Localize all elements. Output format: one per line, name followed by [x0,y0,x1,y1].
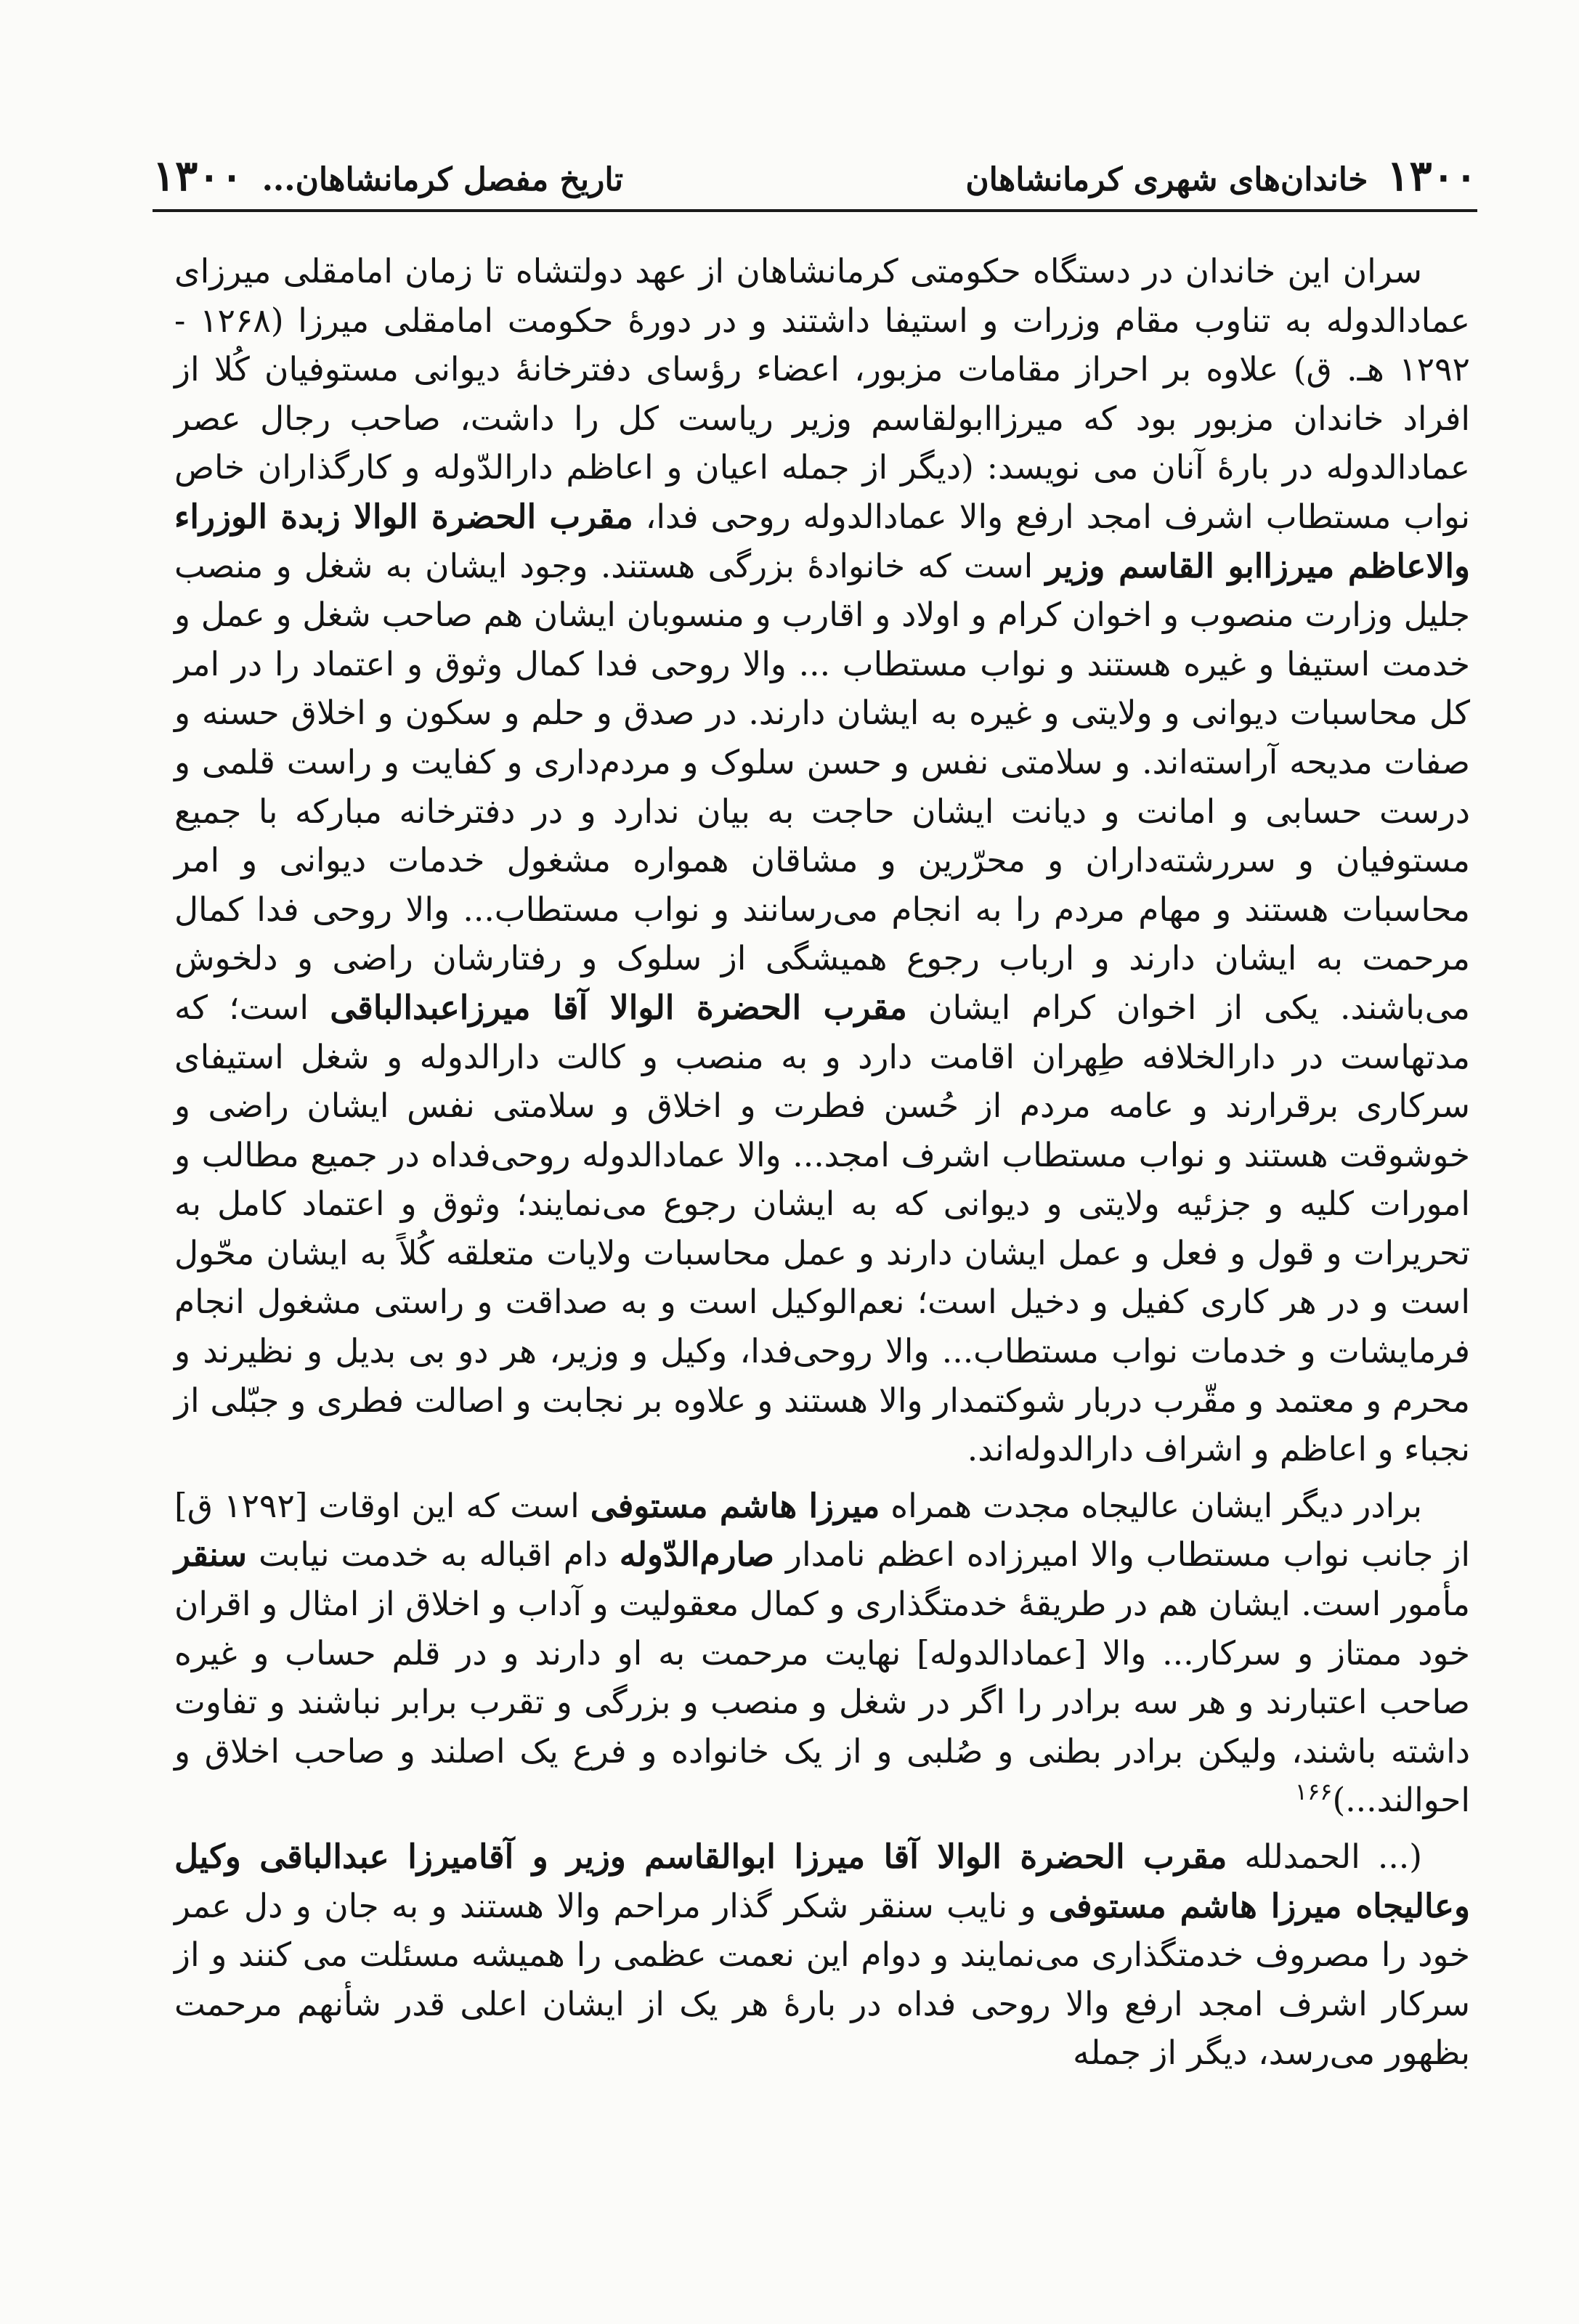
emphasized-text: مقرب الحضرة الوالا آقا میرزا ابوالقاسم وزیر و آقامیرزا عبدالباقی وکیل وعالیجاه میرزا هاشم مستوفی [174,1837,1470,1925]
paragraph [174,1832,1470,2078]
paragraph [174,247,1470,1474]
emphasized-text: میرزا هاشم مستوفی [590,1485,880,1525]
paragraph [174,1482,1470,1825]
footnote-marker: ۱۶۶ [1294,1778,1333,1806]
left-page-number: ۱۳۰۰ [153,151,243,200]
running-header [153,138,1477,212]
header-right [965,151,1477,200]
text-run: است؛ که مدتهاست در دارالخلافه طِهران اقامت دارد و به منصب و کالت دارالدوله و شغل استیفای سرکاری برقرارند و عامه مردم از حُسن فطرت و اخلاق و سلامتی نفس ایشان راضی و خوشوقت هستند و نواب مستطاب اشرف امجد... والا عمادالدوله روحی‌فداه در جمیع مطالب و امورات کلیه و جزئیه ولایتی و دیوانی که به ایشان رجوع می‌نمایند؛ وثوق و اعتماد کامل به تحریرات و قول و فعل و عمل ایشان دارند و عمل محاسبات ولایات متعلقه کُلاً به ایشان محّول است و در هر کاری کفیل و دخیل است؛ نعم‌الوکیل است و به صداقت و راستی مشغول انجام فرمایشات و خدمات نواب مستطاب... والا روحی‌فدا، وکیل و وزیر، هر دو بی بدیل و نظیرند و محرم و معتمد و مقّرب دربار شوکتمدار والا هستند و علاوه بر نجابت و اصالت فطری و جبّلی از نجباء و اعاظم و اشراف دارالدوله‌اند. [174,988,1470,1469]
emphasized-text: سنقر [174,1535,247,1575]
text-run: (... الحمدلله [1227,1837,1422,1876]
text-run: است که این اوقات [۱۲۹۲ ق] از جانب نواب مستطاب والا امیرزاده اعظم نامدار [174,1486,1470,1575]
text-run: است که خانوادهٔ بزرگی هستند. وجود ایشان به شغل و منصب جلیل وزارت منصوب و اخوان کرام و اولاد و اقارب و منسوبان ایشان هم صاحب شغل و عمل و خدمت استیفا و غیره هستند و نواب مستطاب ... والا روحی فدا کمال وثوق و اعتماد را در امر کل محاسبات دیوانی و ولایتی و غیره به ایشان دارند. در صدق و حلم و سکون و اخلاق حسنه و صفات مدیحه آراسته‌اند. و سلامتی نفس و حسن سلوک و مردم‌داری و کفایت و راست قلمی و درست حسابی و امانت و دیانت ایشان حاجت به بیان ندارد و در دفترخانه مبارکه با جمیع مستوفیان و سررشته‌داران و محرّرین و مشاقان همواره مشغول خدمات دیوانی و امر محاسبات هستند و مهام مردم را به انجام می‌رسانند و نواب مستطاب... والا روحی فدا کمال مرحمت به ایشان دارند و ارباب رجوع همیشگی از سلوک و رفتارشان راضی و دلخوش می‌باشند. یکی از اخوان کرام ایشان [174,546,1470,1027]
header-left [153,151,623,200]
text-run: مأمور است. ایشان هم در طریقهٔ خدمتگذاری و کمال معقولیت و آداب و اخلاق از امثال و اقران خود ممتاز و سرکار... والا [عمادالدوله] نهایت مرحمت به او دارند و در قلم حساب و غیره صاحب اعتبارند و هر سه برادر را اگر در شغل و منصب و بزرگی و تقرب برابر نباشند و تفاوت داشته باشند، ولیکن برادر بطنی و صُلبی و از یک خانواده و فرع یک اصلند و صاحب اخلاق و احوالند...) [174,1585,1470,1820]
emphasized-text: صارم‌الدّوله [619,1535,775,1575]
emphasized-text: مقرب الحضرة الوالا زبدة الوزراء والاعاظم میرزاابو القاسم وزیر [174,496,1470,585]
body-text [174,247,1470,2280]
right-page-number: ۱۳۰۰ [1387,151,1477,200]
emphasized-text: مقرب الحضرة الوالا آقا میرزاعبدالباقی [330,987,907,1027]
text-run: برادر دیگر ایشان عالیجاه مجدت همراه [880,1486,1422,1525]
text-run: سران این خاندان در دستگاه حکومتی کرمانشاهان از عهد دولتشاه تا زمان امامقلی میرزای عمادالدوله به تناوب مقام وزرات و استیفا داشتند و در دورهٔ حکومت امامقلی میرزا (۱۲۶۸ - ۱۲۹۲ هـ. ق) علاوه بر احراز مقامات مزبور، اعضاء رؤسای دفترخانهٔ دیوانی مستوفیان کُلا از افراد خاندان مزبور بود که میرزاابولقاسم وزیر ریاست کل را داشت، صاحب رجال عصر عمادالدوله در بارهٔ آنان می نویسد: (دیگر از جمله اعیان و اعاظم دارالدّوله و کارگذاران خاص نواب مستطاب اشرف امجد ارفع والا عمادالدوله روحی فدا، [174,252,1470,536]
text-run: دام اقباله به خدمت نیابت [246,1535,620,1575]
text-run: و نایب سنقر شکر گذار مراحم والا هستند و به جان و دل عمر خود را مصروف خدمتگذاری می‌نمایند و دوام این نعمت عظمی را همیشه مسئلت می کنند و از سرکار اشرف امجد ارفع والا روحی فداه در بارهٔ هر یک از ایشان اعلی قدر شأنهم مرحمت بظهور می‌رسد، دیگر از جمله [174,1886,1470,2073]
left-running-title: تاریخ مفصل کرمانشاهان... [261,161,624,198]
right-running-title: خاندان‌های شهری کرمانشاهان [965,161,1368,198]
